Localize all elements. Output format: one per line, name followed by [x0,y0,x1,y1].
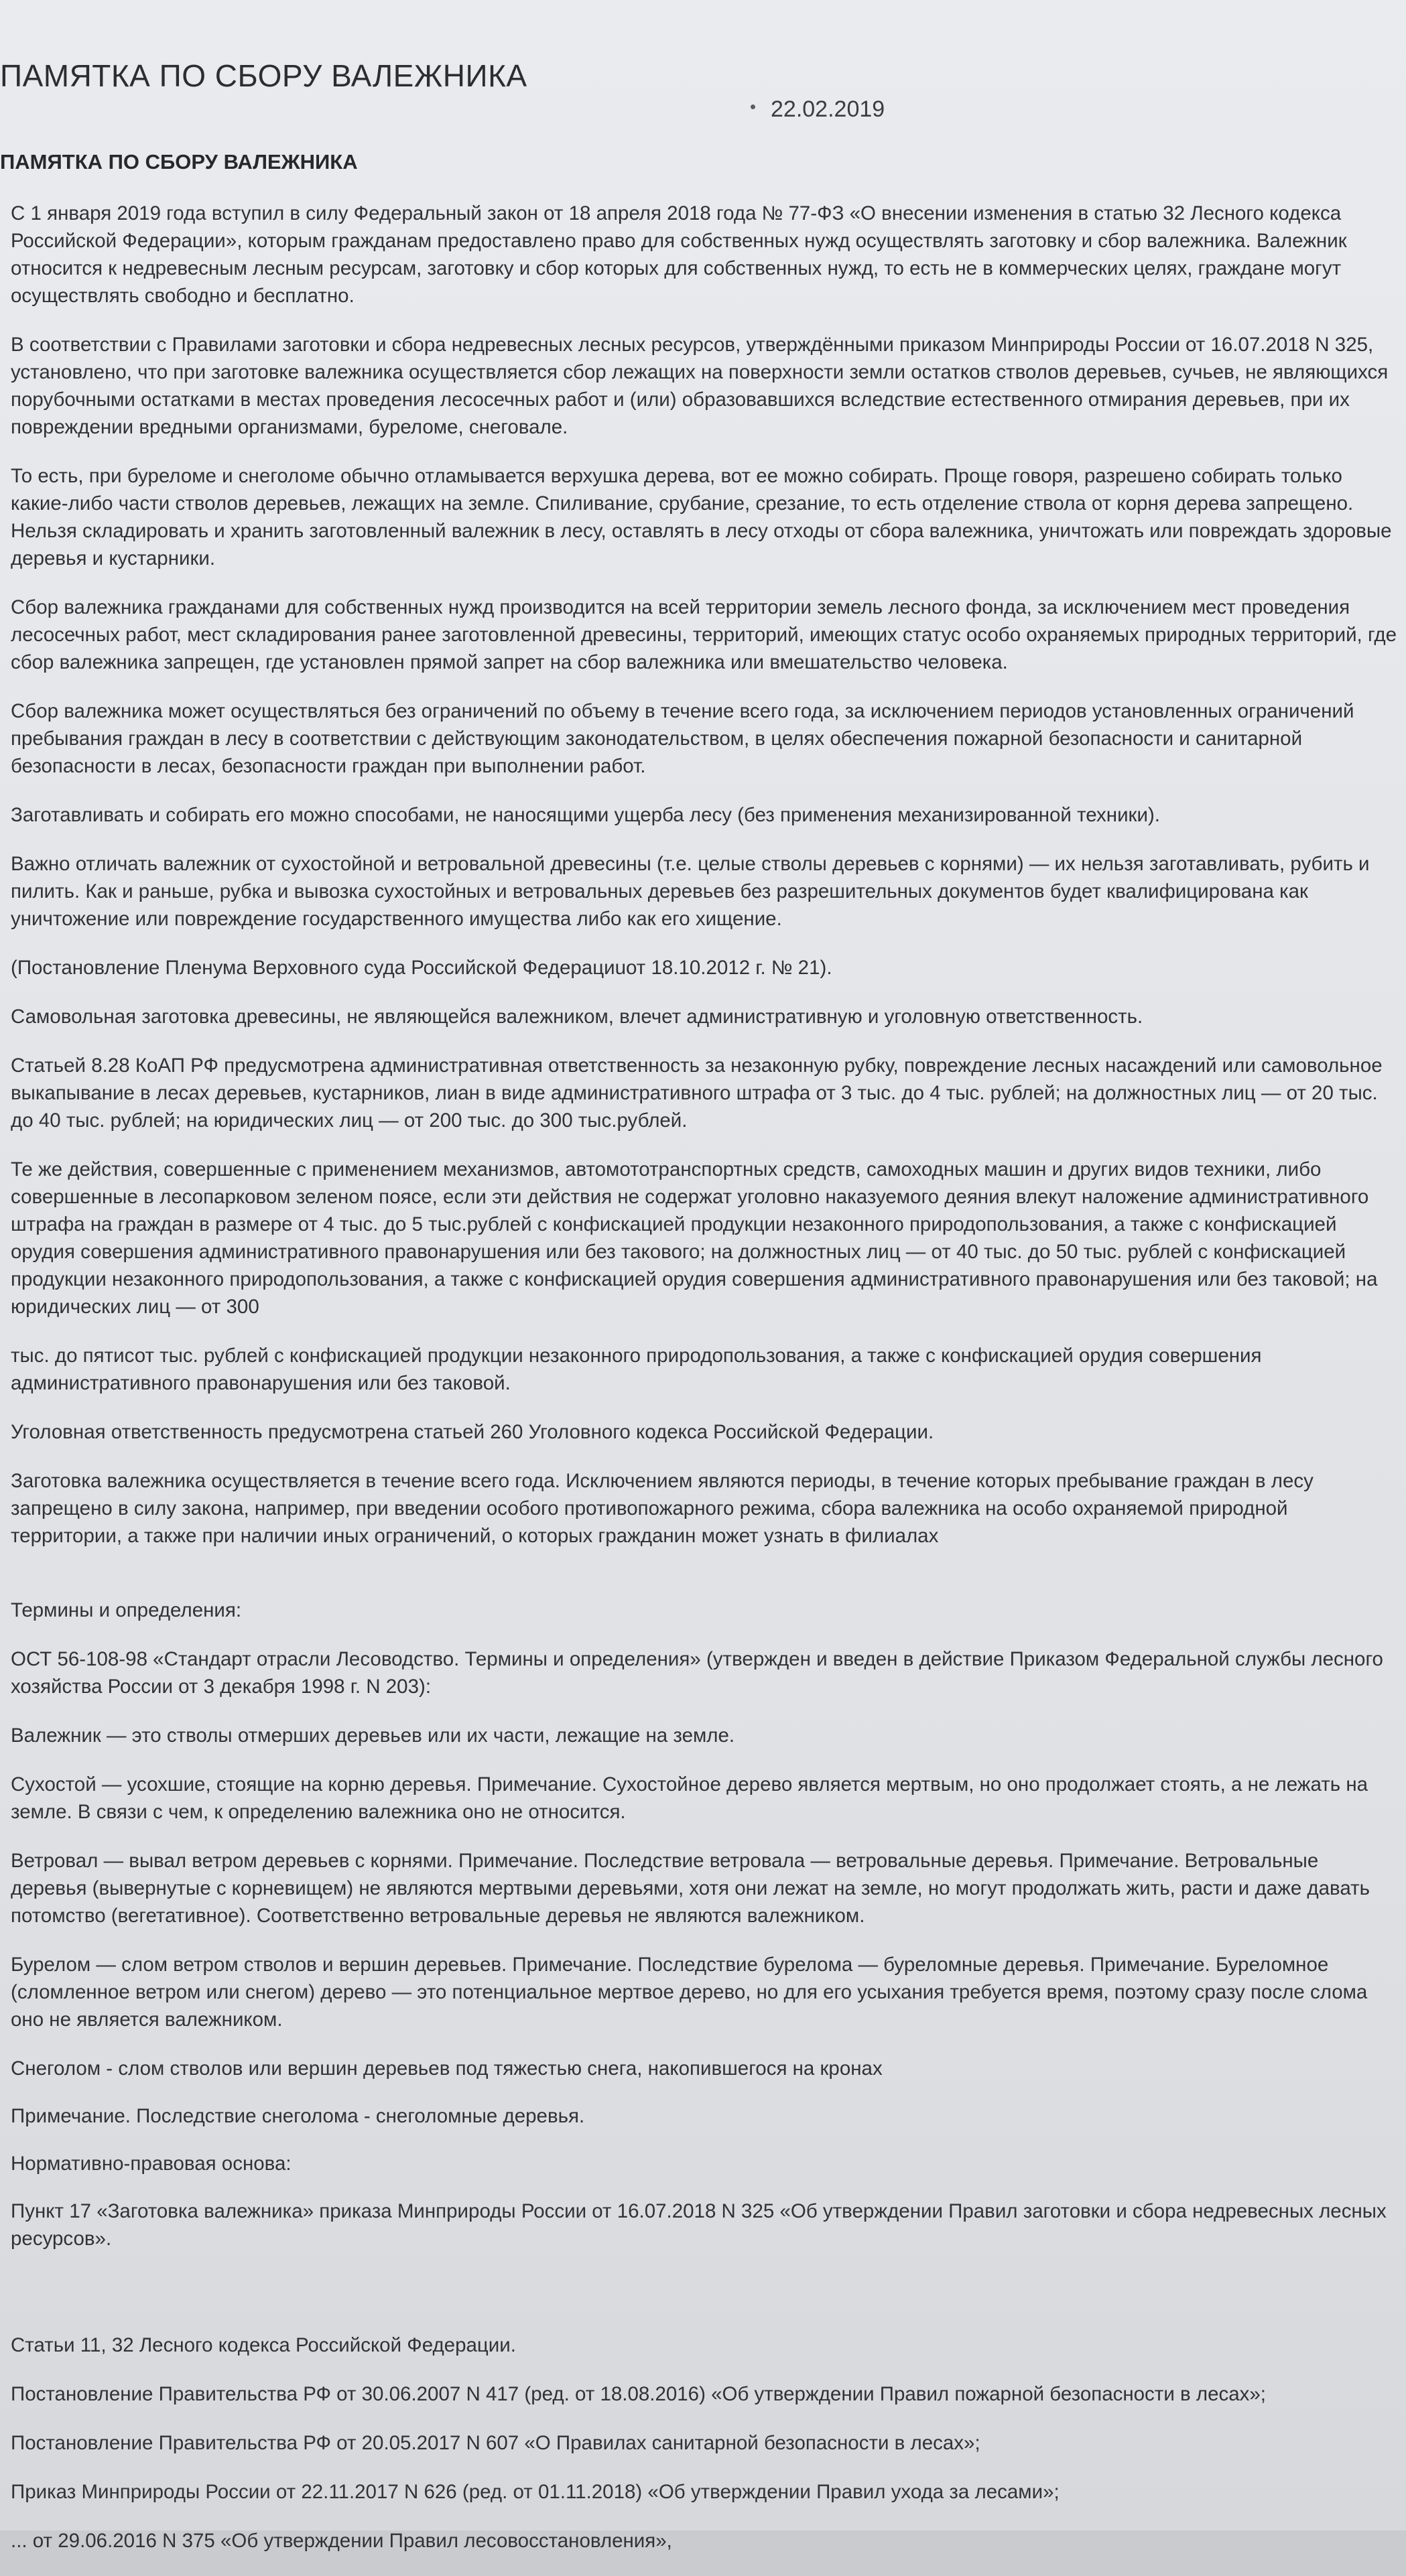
paragraph: тыс. до пятисот тыс. рублей с конфискацией продукции незаконного природопользования, а также с конфискацией орудия совершения административного правонарушения или без таковой. [11,1345,1262,1394]
paragraph: С 1 января 2019 года вступил в силу Федеральный закон от 18 апреля 2018 года № 77-ФЗ «О внесении изменения в статью 32 Лесного кодекса Российской Федерации», которым гражданам предоставлено право для собственных нужд осуществлять заготовку и сбор валежника. Валежник относится к недревесным лесным ресурсам, заготовку и сбор которых для собственных нужд, то есть не в коммерческих целях, граждане могут осуществлять свободно и бесплатно. [11,202,1347,307]
paragraph: Важно отличать валежник от сухостойной и ветровальной древесины (т.е. целые стволы деревьев с корнями) — их нельзя заготавливать, рубить и пилить. Как и раньше, рубка и вывозка сухостойных и ветровальных деревьев без разрешительных документов будет квалифицирована как уничтожение или повреждение государственного имущества либо как его хищение. [11,853,1370,930]
legal-reference: Пункт 17 «Заготовка валежника» приказа Минприроды России от 16.07.2018 N 325 «Об утверждении Правил заготовки и сбора недревесных лесных ресурсов». [11,2200,1387,2250]
document-subtitle: ПАМЯТКА ПО СБОРУ ВАЛЕЖНИКА [0,150,358,174]
paragraph: Статьей 8.28 КоАП РФ предусмотрена административная ответственность за незаконную рубку, повреждение лесных насаждений или самовольное выкапывание в лесах деревьев, кустарников, лиан в виде административного штрафа от 3 тыс. до 4 тыс. рублей; на должностных лиц — от 20 тыс. до 40 тыс. рублей; на юридических лиц — от 200 тыс. до 300 тыс.рублей. [11,1055,1383,1132]
document-title: ПАМЯТКА ПО СБОРУ ВАЛЕЖНИКА [0,58,527,93]
legal-reference: ... от 29.06.2016 N 375 «Об утверждении Правил лесовосстановления», [11,2530,672,2552]
publication-date: 22.02.2019 [771,96,885,122]
legal-reference: Постановление Правительства РФ от 20.05.2017 N 607 «О Правилах санитарной безопасности в лесах»; [11,2432,980,2454]
paragraph: Заготовка валежника осуществляется в течение всего года. Исключением являются периоды, в течение которых пребывание граждан в лесу запрещено в силу закона, например, при введении особого противопожарного режима, сбора валежника на особо охраняемой природной территории, а также при наличии иных ограничений, о которых гражданин может узнать в филиалах [11,1470,1314,1547]
paragraph: Заготавливать и собирать его можно способами, не наносящими ущерба лесу (без применения механизированной техники). [11,804,1160,826]
paragraph: ОСТ 56-108-98 «Стандарт отрасли Лесоводство. Термины и определения» (утвержден и введен в действие Приказом Федеральной службы лесного хозяйства России от 3 декабря 1998 г. N 203): [11,1648,1383,1698]
paragraph: То есть, при буреломе и снеголоме обычно отламывается верхушка дерева, вот ее можно собирать. Проще говоря, разрешено собирать только какие-либо части стволов деревьев, лежащих на земле. Спиливание, срубание, срезание, то есть отделение ствола от корня дерева запрещено. Нельзя складировать и хранить заготовленный валежник в лесу, оставлять в лесу отходы от сбора валежника, уничтожать или повреждать здоровые деревья и кустарники. [11,465,1392,569]
paragraph: В соответствии с Правилами заготовки и сбора недревесных лесных ресурсов, утверждёнными приказом Минприроды России от 16.07.2018 N 325, установлено, что при заготовке валежника осуществляется сбор лежащих на поверхности земли остатков стволов деревьев, сучьев, не являющихся порубочными остатками в местах проведения лесосечных работ и (или) образовавшихся вследствие естественного отмирания деревьев, при их повреждении вредными организмами, буреломе, снеговале. [11,334,1389,438]
paragraph: Сбор валежника гражданами для собственных нужд производится на всей территории земель лесного фонда, за исключением мест проведения лесосечных работ, мест складирования ранее заготовленной древесины, территорий, имеющих статус особо охраняемых природных территорий, где сбор валежника запрещен, где установлен прямой запрет на сбор валежника или вмешательство человека. [11,596,1397,673]
section-heading: Нормативно-правовая основа: [11,2153,292,2175]
definition: Валежник — это стволы отмерших деревьев или их части, лежащие на земле. [11,1724,735,1747]
bullet-mark [751,105,755,109]
paragraph: Те же действия, совершенные с применением механизмов, автомототранспортных средств, самоходных машин и других видов техники, либо совершенные в лесопарковом зеленом поясе, если эти действия не содержат уголовно наказуемого деяния влекут наложение административного штрафа на граждан в размере от 4 тыс. до 5 тыс.рублей с конфискацией продукции незаконного природопользования, а также с конфискацией орудия совершения административного правонарушения или без такового; на должностных лиц — от 40 тыс. до 50 тыс. рублей с конфискацией продукции незаконного природопользования, а также с конфискацией орудия совершения административного правонарушения или без таковой; на юридических лиц — от 300 [11,1158,1378,1318]
legal-reference: Постановление Правительства РФ от 30.06.2007 N 417 (ред. от 18.08.2016) «Об утверждении Правил пожарной безопасности в лесах»; [11,2383,1266,2405]
paragraph: Самовольная заготовка древесины, не являющейся валежником, влечет административную и уголовную ответственность. [11,1006,1143,1028]
paragraph: Примечание. Последствие снеголома - снеголомные деревья. [11,2105,585,2127]
definition: Сухостой — усохшие, стоящие на корню деревья. Примечание. Сухостойное дерево является мертвым, но оно продолжает стоять, а не лежать на земле. В связи с чем, к определению валежника оно не относится. [11,1773,1368,1823]
definition: Бурелом — слом ветром стволов и вершин деревьев. Примечание. Последствие бурелома — буреломные деревья. Примечание. Буреломное (сломленное ветром или снегом) дерево — это потенциальное мертвое дерево, но для его усыхания требуется время, поэтому сразу после слома оно не является валежником. [11,1954,1368,2031]
definition: Снеголом - слом стволов или вершин деревьев под тяжестью снега, накопившегося на кронах [11,2057,883,2080]
legal-reference: Статьи 11, 32 Лесного кодекса Российской Федерации. [11,2334,516,2356]
definition: Ветровал — вывал ветром деревьев с корнями. Примечание. Последствие ветровала — ветровальные деревья. Примечание. Ветровальные деревья (вывернутые с корневищем) не являются мертвыми деревьями, хотя они лежат на земле, но могут продолжать жить, расти и даже давать потомство (вегетативное). Соответственно ветровальные деревья не являются валежником. [11,1850,1370,1927]
document-header [0,58,1406,125]
paragraph: Сбор валежника может осуществляться без ограничений по объему в течение всего года, за исключением периодов установленных ограничений пребывания граждан в лесу в соответствии с действующим законодательством, в целях обеспечения пожарной безопасности и санитарной безопасности в лесах, безопасности граждан при выполнении работ. [11,700,1354,777]
paragraph: Уголовная ответственность предусмотрена статьей 260 Уголовного кодекса Российской Федерации. [11,1421,934,1443]
paragraph: (Постановление Пленума Верховного суда Российской Федерациuот 18.10.2012 г. № 21). [11,957,832,979]
legal-reference: Приказ Минприроды России от 22.11.2017 N 626 (ред. от 01.11.2018) «Об утверждении Правил ухода за лесами»; [11,2481,1060,2503]
document-body [11,200,1398,2576]
section-heading: Термины и определения: [11,1599,242,1621]
